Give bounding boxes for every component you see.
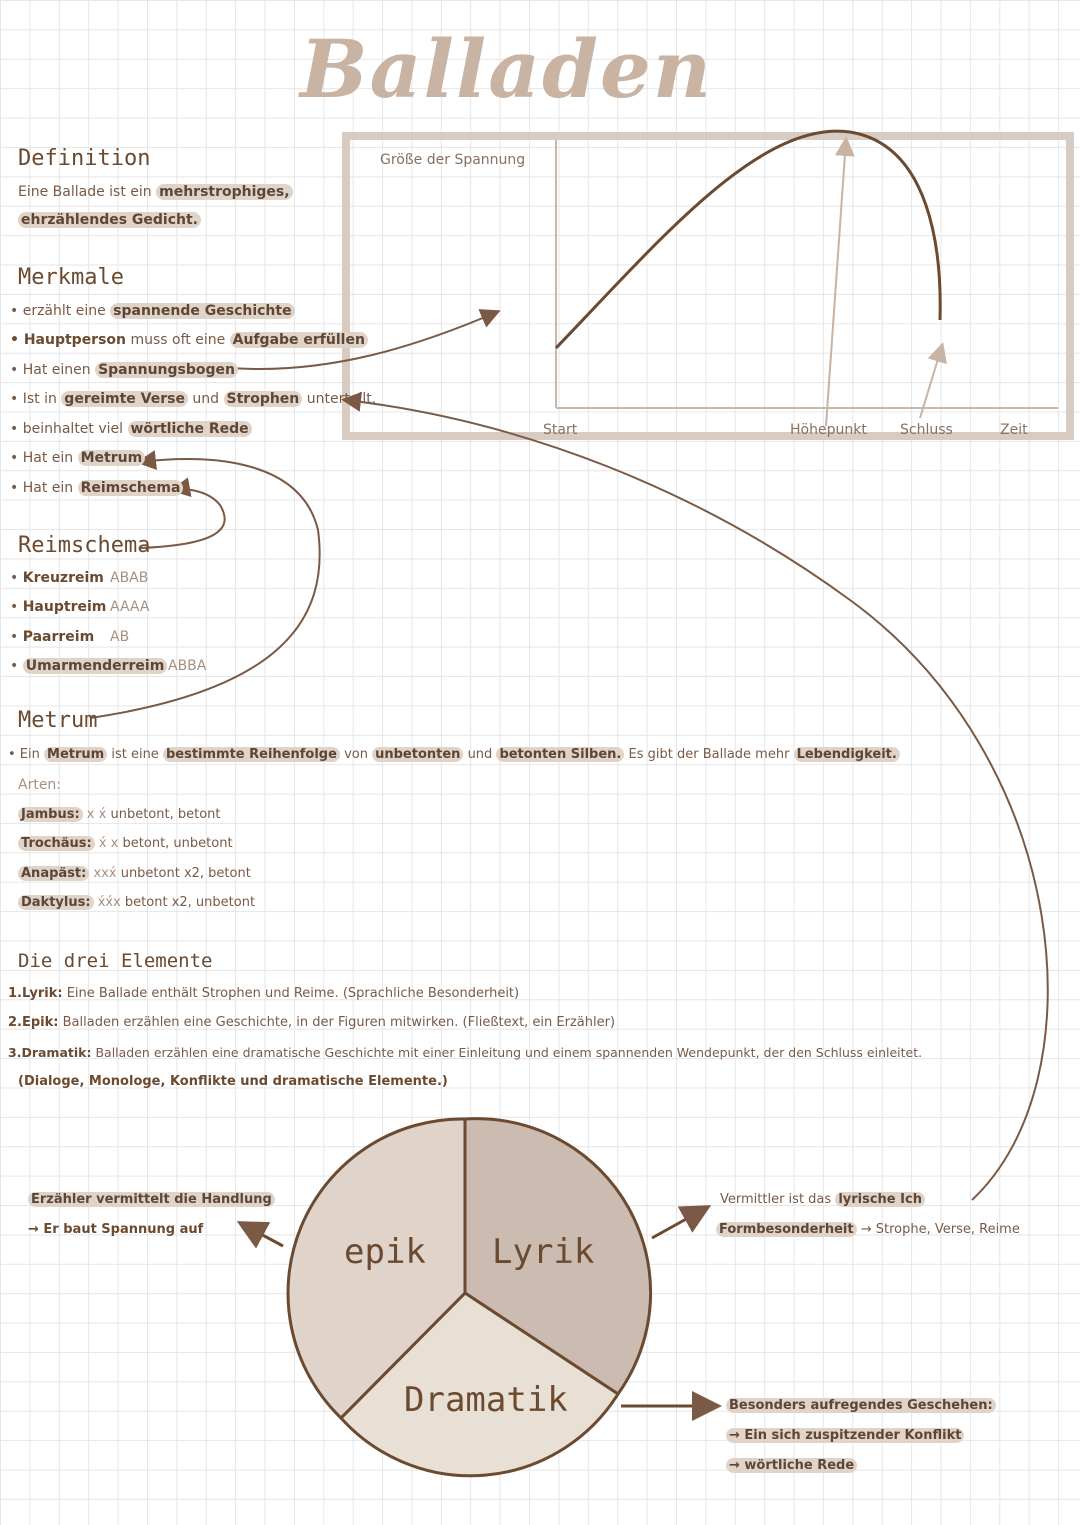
merkmal-item xyxy=(10,303,295,319)
reimschema-item: • Kreuzreim xyxy=(10,570,104,586)
metrum-art xyxy=(18,836,233,851)
elemente-item xyxy=(8,1045,922,1060)
merkmal-highlight: Reimschema xyxy=(78,480,184,496)
page-title: Balladen xyxy=(300,22,714,116)
elemente-num: 2. xyxy=(8,1015,22,1030)
merkmal-highlight: gereimte Verse xyxy=(61,391,188,407)
definition-highlight-1: mehrstrophiges, xyxy=(156,184,292,200)
metrum-art-symbol: x́ x xyxy=(98,836,119,851)
pie-label-lyrik: Lyrik xyxy=(492,1232,595,1272)
elemente-extra-text: (Dialoge, Monologe, Konflikte und dramatische Elemente.) xyxy=(18,1074,448,1089)
elemente-extra xyxy=(18,1074,448,1089)
elemente-item xyxy=(8,986,519,1001)
reimschema-name: Umarmenderreim xyxy=(23,658,168,674)
metrum-highlight: Lebendigkeit. xyxy=(794,747,900,762)
merkmal-pre: • Hauptperson xyxy=(10,332,127,348)
definition-line-1 xyxy=(18,184,293,200)
lyrik-note-2 xyxy=(716,1222,1020,1237)
metrum-art-name: Jambus: xyxy=(18,807,83,822)
elemente-text: Balladen erzählen eine dramatische Geschichte mit einer Einleitung und einem spannenden Wendepunkt, der den Schluss einleitet. xyxy=(95,1045,923,1060)
graph-x-time: Zeit xyxy=(1000,422,1028,438)
merkmal-highlight: wörtliche Rede xyxy=(128,421,252,437)
merkmal-highlight: Metrum xyxy=(78,450,146,466)
merkmal-post: unterteilt. xyxy=(306,391,377,407)
epik-arrow xyxy=(242,1224,283,1246)
reimschema-pattern: ABAB xyxy=(110,570,149,586)
merkmal-mid: und xyxy=(192,391,220,407)
metrum-text: • Ein xyxy=(8,747,40,762)
dramatik-note-text: Besonders aufregendes Geschehen: xyxy=(726,1398,996,1413)
epik-note-1 xyxy=(28,1192,275,1207)
lyrik-note-text: → Strophe, Verse, Reime xyxy=(860,1222,1020,1237)
merkmale-heading: Merkmale xyxy=(18,265,124,290)
merkmal-item xyxy=(10,362,238,378)
metrum-highlight: unbetonten xyxy=(372,747,463,762)
reimschema-item: • Umarmenderreim xyxy=(10,658,167,674)
metrum-art-desc: betont, unbetont xyxy=(122,836,233,851)
lyrik-note-1 xyxy=(720,1192,925,1207)
merkmal-pre: • Ist in xyxy=(10,391,57,407)
metrum-art-name: Daktylus: xyxy=(18,895,94,910)
reimschema-connector-arrow xyxy=(140,489,225,548)
merkmal-pre: • Hat ein xyxy=(10,480,74,496)
metrum-highlight: bestimmte Reihenfolge xyxy=(163,747,340,762)
dramatik-note-text: → Ein sich zuspitzender Konflikt xyxy=(726,1428,964,1443)
lyrik-connector-arrow xyxy=(345,400,1048,1200)
lyrik-note-highlight: Formbesonderheit xyxy=(716,1222,857,1237)
metrum-art-symbol: x x́ xyxy=(86,807,107,822)
metrum-art xyxy=(18,895,255,910)
metrum-definition xyxy=(8,747,900,762)
definition-pre: Eine Ballade ist ein xyxy=(18,184,152,200)
elemente-item xyxy=(8,1015,615,1030)
elemente-num: 3. xyxy=(8,1045,22,1060)
lyrik-note-text: Vermittler ist das xyxy=(720,1192,832,1207)
merkmal-pre: • beinhaltet viel xyxy=(10,421,124,437)
reimschema-name: Hauptreim xyxy=(22,599,107,615)
metrum-art-desc: unbetont x2, betont xyxy=(120,866,251,881)
definition-highlight-2: ehrzählendes Gedicht. xyxy=(18,212,201,228)
reimschema-pattern: ABBA xyxy=(168,658,207,674)
merkmal-item xyxy=(10,480,183,496)
merkmal-item xyxy=(10,450,145,466)
metrum-text: von xyxy=(344,747,368,762)
reimschema-item: • Hauptreim xyxy=(10,599,107,615)
graph-x-start: Start xyxy=(543,422,578,438)
epik-note-text: Erzähler vermittelt die Handlung xyxy=(28,1192,275,1207)
dramatik-note-3 xyxy=(726,1458,857,1473)
metrum-highlight: betonten Silben. xyxy=(496,747,624,762)
metrum-arten-label: Arten: xyxy=(18,777,62,793)
lyrik-note-highlight: lyrische Ich xyxy=(835,1192,925,1207)
lyrik-arrow xyxy=(652,1208,706,1238)
elemente-text: Balladen erzählen eine Geschichte, in der Figuren mitwirken. (Fließtext, ein Erzähler) xyxy=(62,1015,616,1030)
graph-y-label: Größe der Spannung xyxy=(380,152,526,168)
metrum-art xyxy=(18,807,221,822)
reimschema-pattern: AB xyxy=(110,629,130,645)
merkmal-pre: • Hat einen xyxy=(10,362,91,378)
elemente-name: Epik: xyxy=(21,1015,59,1030)
epik-note-text: → Er baut Spannung auf xyxy=(28,1222,204,1237)
merkmal-item xyxy=(10,332,368,348)
merkmal-highlight: Strophen xyxy=(224,391,303,407)
merkmal-item xyxy=(10,421,252,437)
merkmal-pre: • Hat ein xyxy=(10,450,74,466)
definition-line-2 xyxy=(18,212,201,228)
metrum-art-desc: unbetont, betont xyxy=(110,807,221,822)
merkmal-item xyxy=(10,391,376,407)
merkmal-pre: • erzählt eine xyxy=(10,303,106,319)
metrum-art-name: Trochäus: xyxy=(18,836,95,851)
metrum-art-symbol: x́x́x xyxy=(97,895,121,910)
metrum-highlight: Metrum xyxy=(44,747,107,762)
dramatik-note-text: → wörtliche Rede xyxy=(726,1458,857,1473)
metrum-art-symbol: xxx́ xyxy=(93,866,117,881)
metrum-text: ist eine xyxy=(111,747,159,762)
reimschema-name: Paarreim xyxy=(22,629,95,645)
elemente-text: Eine Ballade enthält Strophen und Reime. (Sprachliche Besonderheit) xyxy=(66,986,520,1001)
metrum-heading: Metrum xyxy=(18,708,98,733)
metrum-text: und xyxy=(467,747,493,762)
elemente-num: 1. xyxy=(8,986,22,1001)
tension-curve xyxy=(556,131,940,348)
pie-label-dramatik: Dramatik xyxy=(404,1380,568,1420)
metrum-art-desc: betont x2, unbetont xyxy=(124,895,256,910)
metrum-connector-arrow xyxy=(90,459,320,718)
peak-arrow xyxy=(826,140,846,426)
elemente-heading: Die drei Elemente xyxy=(18,950,213,972)
reimschema-item: • Paarreim xyxy=(10,629,95,645)
graph-x-end: Schluss xyxy=(900,422,953,438)
reimschema-name: Kreuzreim xyxy=(22,570,104,586)
merkmal-highlight: Aufgabe erfüllen xyxy=(230,332,368,348)
elements-pie xyxy=(288,1119,651,1476)
elemente-name: Dramatik: xyxy=(21,1045,92,1060)
metrum-text: Es gibt der Ballade mehr xyxy=(628,747,790,762)
reimschema-heading: Reimschema xyxy=(18,533,151,558)
pie-label-epik: epik xyxy=(344,1232,426,1272)
metrum-art xyxy=(18,866,251,881)
definition-heading: Definition xyxy=(18,146,151,171)
metrum-art-name: Anapäst: xyxy=(18,866,89,881)
merkmal-mid: muss oft eine xyxy=(130,332,226,348)
graph-x-peak: Höhepunkt xyxy=(790,422,867,438)
dramatik-note-2 xyxy=(726,1428,964,1443)
graph-frame xyxy=(346,136,1070,436)
elemente-name: Lyrik: xyxy=(21,986,63,1001)
dramatik-note-1 xyxy=(726,1398,996,1413)
reimschema-pattern: AAAA xyxy=(110,599,150,615)
epik-note-2 xyxy=(28,1222,203,1237)
merkmal-highlight: spannende Geschichte xyxy=(110,303,294,319)
merkmal-highlight: Spannungsbogen xyxy=(95,362,238,378)
